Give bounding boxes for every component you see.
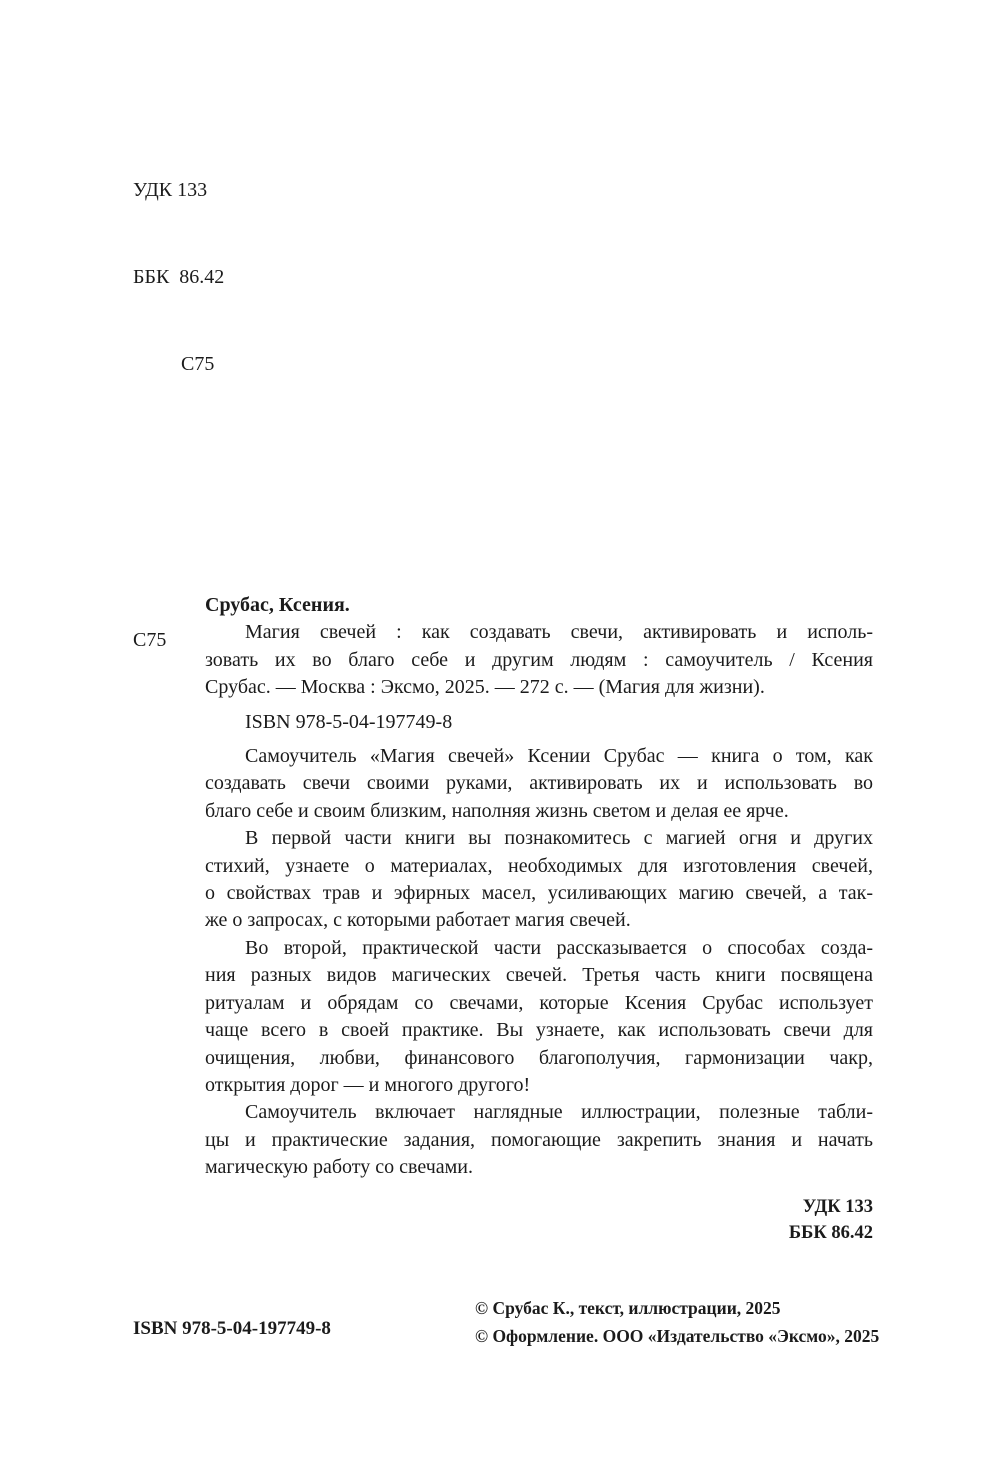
annotation <box>205 743 873 1182</box>
annotation-paragraph <box>205 935 873 1099</box>
annotation-line: Самоучитель включает наглядные иллюстрации, полезные табли- <box>245 1101 873 1124</box>
catalog-line: Срубас. — Москва : Эксмо, 2025. — 272 с. — (Магия для жизни). <box>205 676 765 699</box>
author-sign-code: С75 <box>181 353 215 375</box>
top-classification-codes <box>133 118 224 408</box>
annotation-line: В первой части книги вы познакомитесь с магией огня и других <box>245 827 873 850</box>
copyright-line: © Оформление. ООО «Издательство «Эксмо», 2025 <box>475 1326 880 1346</box>
margin-author-sign: С75 <box>133 629 167 651</box>
annotation-line: создавать свечи своими руками, активировать их и использовать во <box>205 772 873 795</box>
annotation-line: же о запросах, с которыми работает магия свечей. <box>205 909 631 932</box>
main-text-block <box>205 592 873 1246</box>
catalog-line: Магия свечей : как создавать свечи, активировать и исполь- <box>245 621 873 644</box>
catalog-isbn: ISBN 978-5-04-197749-8 <box>245 710 453 733</box>
copyright-line: © Срубас К., текст, иллюстрации, 2025 <box>475 1298 781 1318</box>
annotation-line: о свойствах трав и эфирных масел, усиливающих магию свечей, а так- <box>205 882 873 905</box>
annotation-line: ния разных видов магических свечей. Третья часть книги посвящена <box>205 964 873 987</box>
annotation-line: магическую работу со свечами. <box>205 1156 474 1179</box>
catalog-line: зовать их во благо себе и другим людям : самоучитель / Ксения <box>205 648 873 671</box>
annotation-line: ритуалам и обрядам со свечами, которые Ксения Срубас использует <box>205 991 873 1014</box>
bbk-code: ББК 86.42 <box>133 266 225 288</box>
copyright-block <box>475 1294 879 1350</box>
bbk-code-bottom: ББК 86.42 <box>788 1222 873 1243</box>
catalog-description <box>205 619 873 701</box>
annotation-line: чаще всего в своей практике. Вы узнаете, как использовать свечи для <box>205 1019 873 1042</box>
annotation-line: Во второй, практической части рассказывается о способах созда- <box>245 936 873 959</box>
annotation-line: открытия дорог — и многого другого! <box>205 1073 531 1096</box>
annotation-line: Самоучитель «Магия свечей» Ксении Срубас — книга о том, как <box>245 745 873 768</box>
catalog-author: Срубас, Ксения. <box>205 594 350 616</box>
bottom-classification-codes <box>205 1194 873 1246</box>
annotation-line: очищения, любви, финансового благополучия, гармонизации чакр, <box>205 1046 873 1069</box>
udk-code: УДК 133 <box>133 179 208 201</box>
annotation-paragraph <box>205 743 873 825</box>
annotation-line: благо себе и своим близким, наполняя жизнь светом и делая ее ярче. <box>205 799 789 822</box>
annotation-line: стихий, узнаете о материалах, необходимых для изготовления свечей, <box>205 854 873 877</box>
annotation-paragraph <box>205 1099 873 1181</box>
footer-isbn: ISBN 978-5-04-197749-8 <box>133 1318 331 1339</box>
annotation-paragraph <box>205 825 873 935</box>
udk-code-bottom: УДК 133 <box>802 1196 873 1217</box>
annotation-line: цы и практические задания, помогающие закрепить знания и начать <box>205 1128 873 1151</box>
